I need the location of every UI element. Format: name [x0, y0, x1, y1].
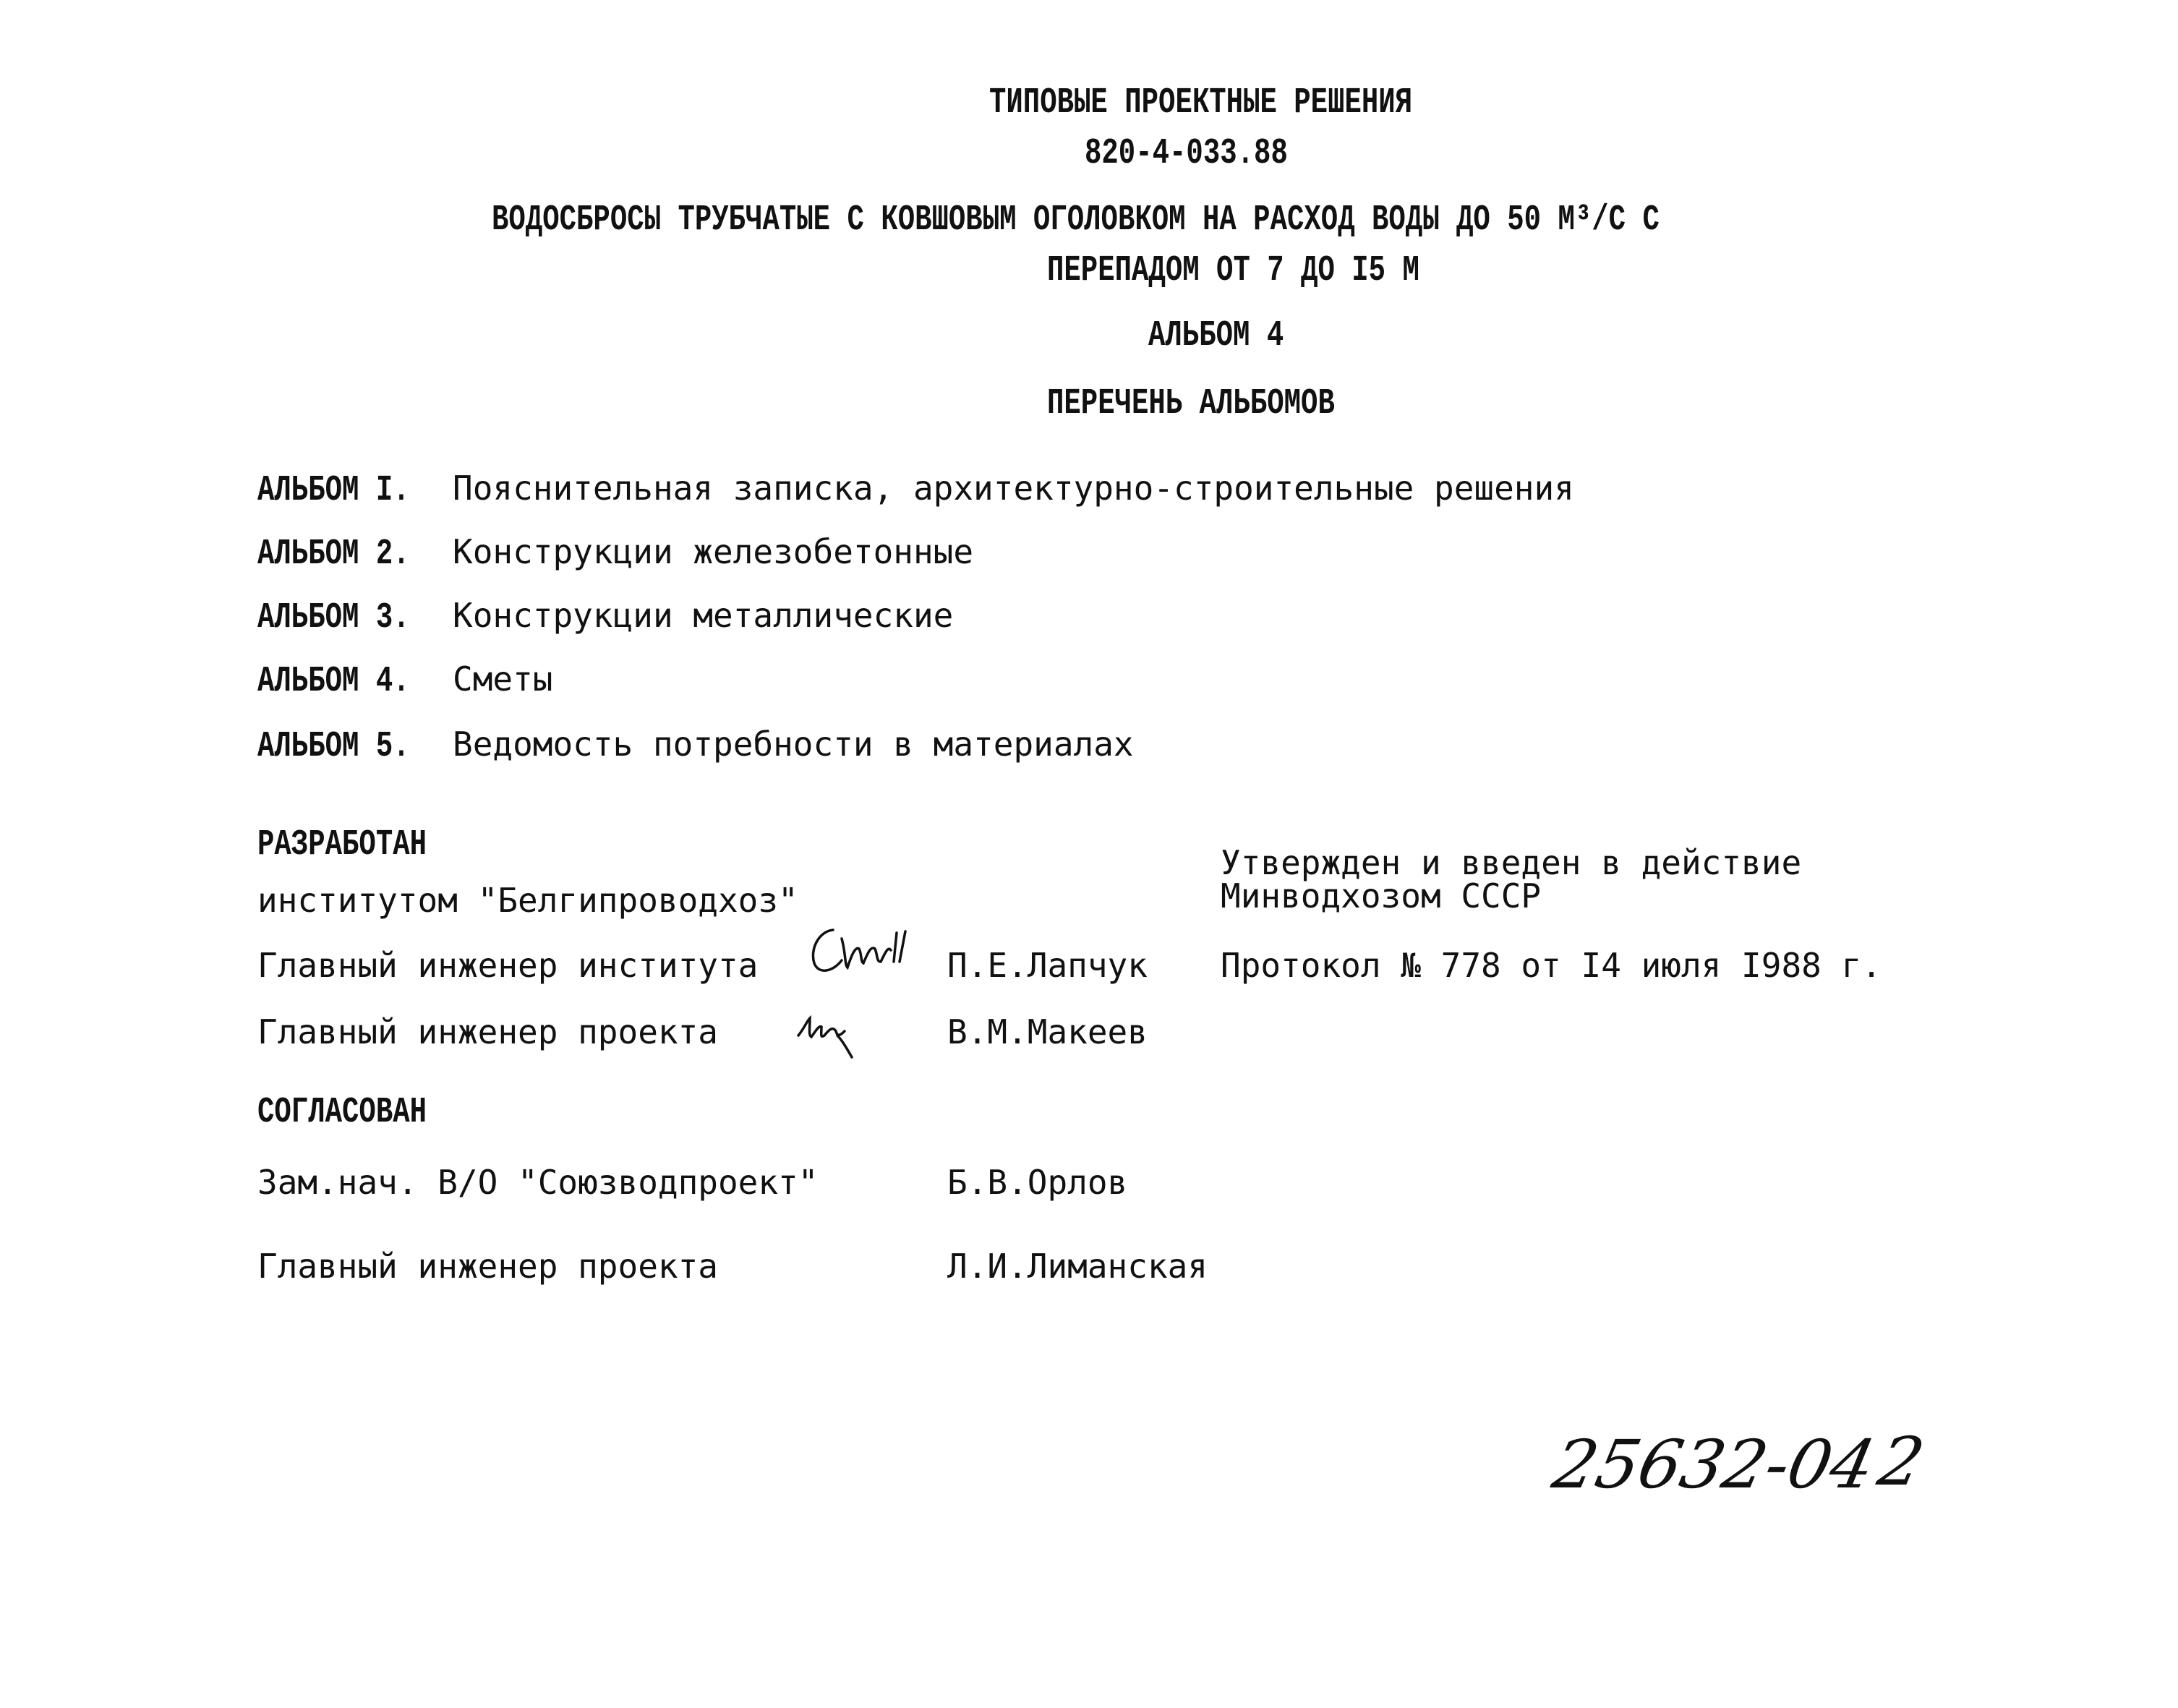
document-code: 820-4-033.88 [1085, 133, 1288, 174]
document-title-line1: ВОДОСБРОСЫ ТРУБЧАТЫЕ С КОВШОВЫМ ОГОЛОВКОМ НА РАСХОД ВОДЫ ДО 50 М³/С С [492, 200, 1660, 241]
list-item [257, 727, 453, 765]
list-item [257, 597, 453, 639]
developed-institute: институтом "Белгипроводхоз" [257, 881, 798, 920]
role-label: Главный инженер проекта [257, 1012, 718, 1051]
developed-heading: РАЗРАБОТАН [257, 824, 427, 866]
page-number: 2 [1871, 1423, 1931, 1500]
list-item [257, 471, 453, 509]
role-label: Зам.нач. В/О "Союзводпроект" [257, 1163, 819, 1202]
album-list-title: ПЕРЕЧЕНЬ АЛЬБОМОВ [1047, 383, 1335, 424]
agreed-heading: СОГЛАСОВАН [257, 1092, 427, 1133]
album-number: АЛЬБОМ 2. [257, 534, 410, 575]
person-name: Л.И.Лиманская [947, 1247, 1208, 1286]
album-number: АЛЬБОМ 5. [257, 726, 410, 767]
signature-makeev [794, 1007, 881, 1064]
list-item [257, 535, 453, 573]
album-number: АЛЬБОМ I. [257, 470, 410, 511]
album-name: Пояснительная записка, архитектурно-строительные решения [453, 469, 1574, 508]
role-label: Главный инженер проекта [257, 1247, 718, 1286]
person-name: В.М.Макеев [947, 1012, 1148, 1051]
person-name: П.Е.Лапчук [947, 946, 1148, 985]
approval-line2: Минводхозом СССР [1221, 876, 1542, 915]
list-item [257, 662, 453, 700]
person-name: Б.В.Орлов [947, 1163, 1128, 1202]
series-title: ТИПОВЫЕ ПРОЕКТНЫЕ РЕШЕНИЯ [989, 82, 1413, 124]
album-name: Конструкции железобетонные [453, 532, 974, 571]
document-title-line2: ПЕРЕПАДОМ ОТ 7 ДО I5 М [1047, 250, 1419, 291]
inventory-number: 25632-04 [1546, 1426, 1882, 1503]
role-label: Главный инженер института [257, 946, 759, 985]
album-name: Конструкции металлические [453, 596, 954, 635]
approval-line1: Утвержден и введен в действие [1221, 843, 1802, 882]
signature-lapchuk [804, 917, 920, 982]
approval-protocol: Протокол № 778 от I4 июля I988 г. [1221, 946, 1882, 985]
album-name: Сметы [453, 659, 553, 699]
album-number: АЛЬБОМ 3. [257, 597, 410, 639]
album-number: АЛЬБОМ 4. [257, 661, 410, 702]
album-name: Ведомость потребности в материалах [453, 725, 1134, 764]
album-label: АЛЬБОМ 4 [1148, 315, 1284, 356]
